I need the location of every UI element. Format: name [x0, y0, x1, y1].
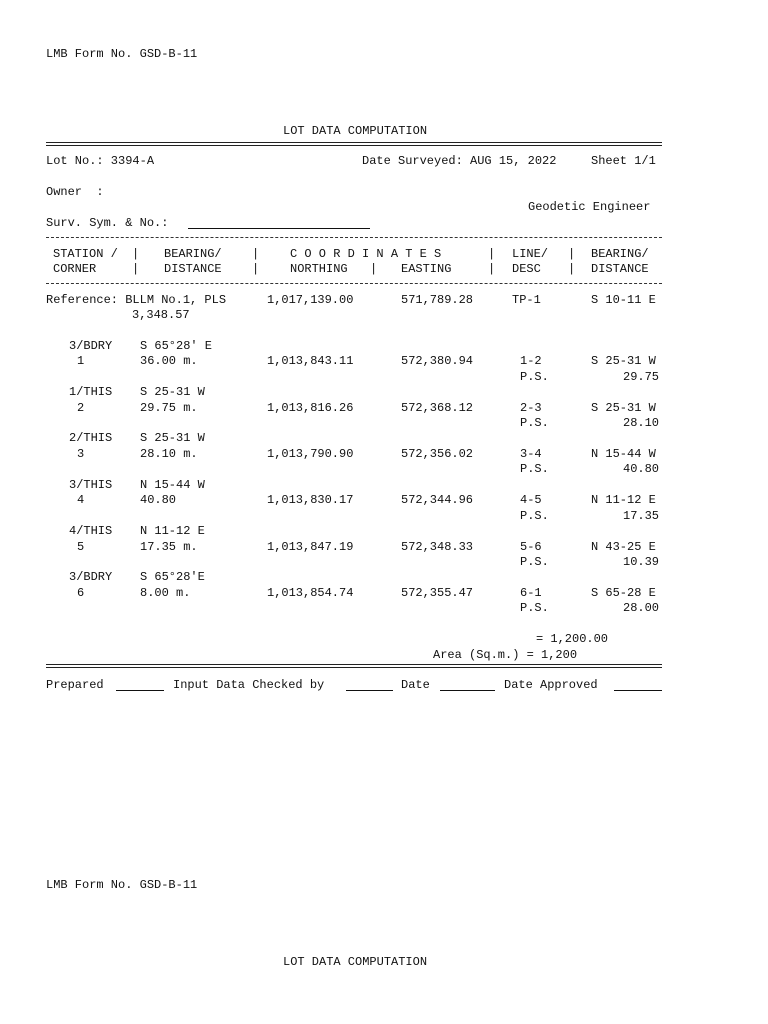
document-title: LOT DATA COMPUTATION	[283, 124, 428, 138]
header-distance2: DISTANCE	[591, 262, 649, 276]
header-bearing2: BEARING/	[591, 247, 649, 261]
corner-cell: 3	[77, 447, 85, 461]
form-number: LMB Form No. GSD-B-11	[46, 47, 198, 61]
prepared-label: Prepared	[46, 678, 104, 692]
surv-sym-blank	[188, 217, 370, 229]
desc-cell: P.S.	[520, 462, 549, 476]
northing-cell: 1,013,847.19	[267, 540, 354, 554]
double-rule	[46, 142, 662, 146]
distance-cell: 28.10 m.	[140, 447, 198, 461]
header-coordinates: C O O R D I N A T E S	[290, 247, 442, 261]
bearing2-cell: S 65-28 E	[591, 586, 656, 600]
header-sep: |	[252, 247, 260, 261]
distance2-cell: 40.80	[623, 462, 660, 476]
reference-label: Reference: BLLM No.1, PLS	[46, 293, 227, 307]
reference-bearing: S 10-11 E	[591, 293, 656, 307]
header-desc: DESC	[512, 262, 541, 276]
header-sep: |	[488, 262, 496, 276]
northing-cell: 1,013,816.26	[267, 401, 354, 415]
station-cell: 3/BDRY	[69, 339, 113, 353]
header-station: STATION /	[53, 247, 118, 261]
checked-blank	[346, 679, 393, 691]
distance2-cell: 10.39	[623, 555, 660, 569]
northing-cell: 1,013,830.17	[267, 493, 354, 507]
dashed-rule	[46, 237, 662, 238]
station-cell: 3/THIS	[69, 478, 113, 492]
header-distance: DISTANCE	[164, 262, 222, 276]
desc-cell: P.S.	[520, 416, 549, 430]
easting-cell: 572,355.47	[401, 586, 474, 600]
header-line: LINE/	[512, 247, 549, 261]
date-label: Date	[401, 678, 430, 692]
reference-northing: 1,017,139.00	[267, 293, 354, 307]
corner-cell: 4	[77, 493, 85, 507]
document-title-page2: LOT DATA COMPUTATION	[283, 955, 428, 969]
line-cell: 3-4	[520, 447, 542, 461]
header-corner: CORNER	[53, 262, 97, 276]
station-cell: 1/THIS	[69, 385, 113, 399]
distance2-cell: 29.75	[623, 370, 660, 384]
header-bearing: BEARING/	[164, 247, 222, 261]
distance2-cell: 28.10	[623, 416, 660, 430]
distance-cell: 8.00 m.	[140, 586, 191, 600]
corner-cell: 1	[77, 354, 85, 368]
desc-cell: P.S.	[520, 370, 549, 384]
northing-cell: 1,013,843.11	[267, 354, 354, 368]
bearing-cell: S 65°28' E	[140, 339, 213, 353]
owner-label: Owner :	[46, 185, 104, 199]
northing-cell: 1,013,854.74	[267, 586, 354, 600]
distance-cell: 17.35 m.	[140, 540, 198, 554]
form-number-page2: LMB Form No. GSD-B-11	[46, 878, 198, 892]
corner-cell: 2	[77, 401, 85, 415]
header-sep: |	[252, 262, 260, 276]
header-easting: EASTING	[401, 262, 452, 276]
header-sep: |	[132, 262, 140, 276]
line-cell: 5-6	[520, 540, 542, 554]
surv-sym-label: Surv. Sym. & No.:	[46, 216, 169, 230]
header-sep: |	[488, 247, 496, 261]
reference-easting: 571,789.28	[401, 293, 474, 307]
easting-cell: 572,348.33	[401, 540, 474, 554]
corner-cell: 5	[77, 540, 85, 554]
line-cell: 6-1	[520, 586, 542, 600]
station-cell: 4/THIS	[69, 524, 113, 538]
bearing2-cell: N 43-25 E	[591, 540, 656, 554]
desc-cell: P.S.	[520, 601, 549, 615]
distance-cell: 29.75 m.	[140, 401, 198, 415]
desc-cell: P.S.	[520, 509, 549, 523]
header-sep: |	[132, 247, 140, 261]
prepared-blank	[116, 679, 164, 691]
easting-cell: 572,380.94	[401, 354, 474, 368]
bearing-cell: S 25-31 W	[140, 431, 205, 445]
double-rule	[46, 664, 662, 668]
bearing2-cell: S 25-31 W	[591, 354, 656, 368]
distance2-cell: 17.35	[623, 509, 660, 523]
bearing-cell: S 65°28'E	[140, 570, 205, 584]
reference-value: 3,348.57	[132, 308, 190, 322]
area-value: Area (Sq.m.) = 1,200	[433, 648, 578, 662]
header-northing: NORTHING	[290, 262, 348, 276]
lot-number: Lot No.: 3394-A	[46, 154, 155, 168]
geodetic-engineer-label: Geodetic Engineer	[528, 200, 651, 214]
easting-cell: 572,368.12	[401, 401, 474, 415]
bearing-cell: N 15-44 W	[140, 478, 205, 492]
station-cell: 3/BDRY	[69, 570, 113, 584]
distance-cell: 36.00 m.	[140, 354, 198, 368]
bearing-cell: N 11-12 E	[140, 524, 205, 538]
bearing-cell: S 25-31 W	[140, 385, 205, 399]
checked-label: Input Data Checked by	[173, 678, 325, 692]
header-sep: |	[568, 262, 576, 276]
corner-cell: 6	[77, 586, 85, 600]
reference-line: TP-1	[512, 293, 541, 307]
header-sep: |	[568, 247, 576, 261]
bearing2-cell: N 11-12 E	[591, 493, 656, 507]
station-cell: 2/THIS	[69, 431, 113, 445]
date-surveyed: Date Surveyed: AUG 15, 2022	[362, 154, 557, 168]
distance2-cell: 28.00	[623, 601, 660, 615]
bearing2-cell: N 15-44 W	[591, 447, 656, 461]
desc-cell: P.S.	[520, 555, 549, 569]
line-cell: 2-3	[520, 401, 542, 415]
distance-cell: 40.80	[140, 493, 177, 507]
line-cell: 1-2	[520, 354, 542, 368]
easting-cell: 572,356.02	[401, 447, 474, 461]
dashed-rule	[46, 283, 662, 284]
line-cell: 4-5	[520, 493, 542, 507]
date-blank	[440, 679, 495, 691]
total-value: = 1,200.00	[536, 632, 609, 646]
approved-label: Date Approved	[504, 678, 598, 692]
header-sep: |	[370, 262, 378, 276]
approved-blank	[614, 679, 662, 691]
easting-cell: 572,344.96	[401, 493, 474, 507]
sheet-number: Sheet 1/1	[591, 154, 656, 168]
bearing2-cell: S 25-31 W	[591, 401, 656, 415]
northing-cell: 1,013,790.90	[267, 447, 354, 461]
